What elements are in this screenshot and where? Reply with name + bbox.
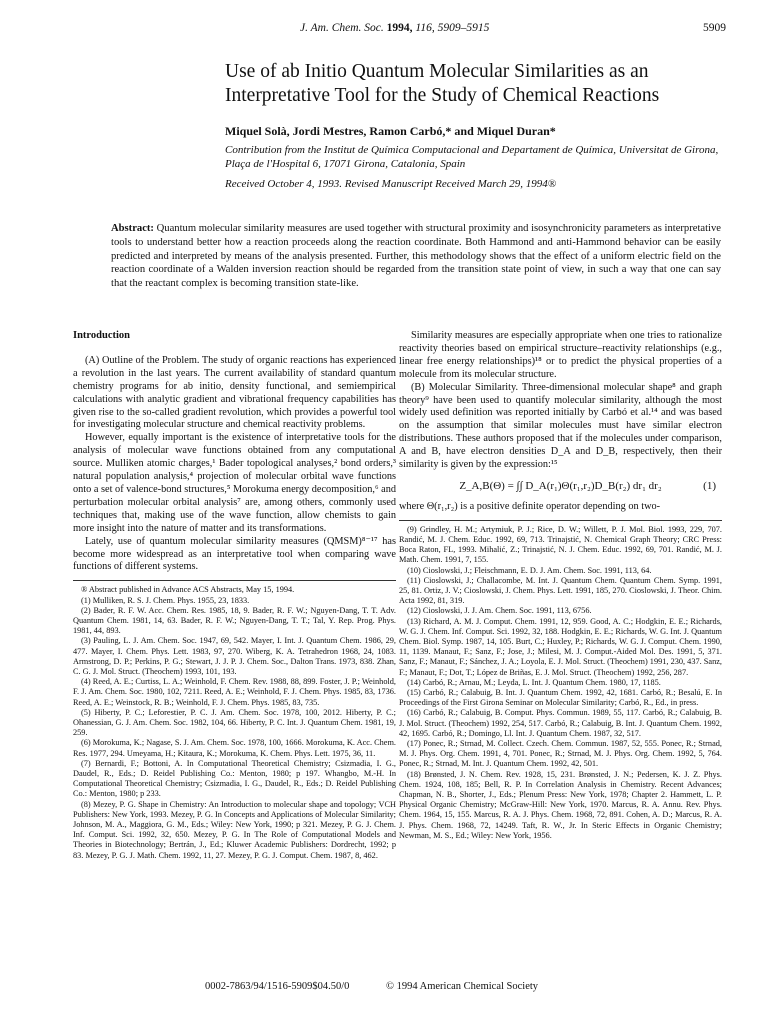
right-column bbox=[399, 330, 722, 841]
footnote: (8) Mezey, P. G. Shape in Chemistry: An Introduction to molecular shape and topology; VCH Publishers: New York, 1993. Mezey, P. G. In Concepts and Applications of Molecular Similarity; Johnson, M. A., Maggiora, G. M., Eds.; Wiley: New York, 1990; p 321. Mezey, P. G. J. Chem. Inf. Comput. Sci. 1992, 32, 650. Mezey, P. G. In The Role of Computational Models and Theories in Biotechnology; Bertrán, J., Ed.; Kluwer Academic Publishers: Dordrecht, 1992; p 83. Mezey, P. G. J. Math. Chem. 1992, 11, 27. Mezey, P. G. J. Comput. Chem. 1987, 8, 462. bbox=[73, 799, 396, 860]
body-paragraph: Similarity measures are especially appropriate when one tries to rationalize reactivity theories based on empirical structure–reactivity relationships (e.g., linear free energy relationships)¹⁸ or to predict the physical properties of a molecule from its molecular structure. bbox=[399, 330, 722, 380]
equation-body: Z_A,B(Θ) = ∫∫ D_A(r₁)Θ(r₁,r₂)D_B(r₂) dr₁ dr₂ bbox=[459, 479, 662, 492]
abstract-text: Quantum molecular similarity measures are used together with structural proximity and isosynchronicity parameters as interpretative tools to understand better how a reaction proceeds along the reaction coordinate. Both Hammond and anti-Hammond behavior can be easily predicted and interpreted by means of the analysis presented. Further, this methodology shows that the effect of a uniform electric field on the reaction coordinate of a Walden inversion reaction should be regarded from the transition state point of view, in such a way that one can say that the reactant complex is becoming transition state-like. bbox=[111, 223, 721, 290]
copyright: © 1994 American Chemical Society bbox=[386, 981, 539, 992]
author-list: Miquel Solà, Jordi Mestres, Ramon Carbó,* and Miquel Duran* bbox=[225, 124, 556, 138]
footnote-divider bbox=[399, 520, 722, 521]
equation-1 bbox=[399, 480, 722, 493]
body-paragraph: (A) Outline of the Problem. The study of organic reactions has experienced a revolution in the last years. The current availability of standard quantum chemistry programs for ab initio, density functional, and semiempirical calculations with analytic gradient and vibrational frequency capabilities has given rise to the so-called gradient revolution, which provides a powerful tool for investigating molecular structure and chemical reactivity problems. bbox=[73, 354, 396, 431]
footnote: (18) Brønsted, J. N. Chem. Rev. 1928, 15, 231. Brønsted, J. N.; Pedersen, K. J. Z. Phys. Chem. 1924, 108, 185; Bell, R. P. In Correlation Analysis in Chemistry. Recent Advances; Chapman, N. B., Shorter, J., Eds.; Plenum Press: New York, 1978; Chapter 2. Hammett, L. P. Physical Organic Chemistry; McGraw-Hill: New York, 1970. Marcus, R. A. Annu. Rev. Phys. Chem. 1964, 15, 155. Marcus, R. A. J. Phys. Chem. 1968, 72, 891. Cohen, A. D.; Marcus, R. A. J. Phys. Chem. 1968, 72, 14249. Taft, R. W., Jr. In Steric Effects in Organic Chemistry; Newman, M. S., Ed.; Wiley: New York, 1956. bbox=[399, 769, 722, 840]
abstract-label: Abstract: bbox=[111, 223, 154, 234]
equation-number: (1) bbox=[703, 479, 716, 492]
body-paragraph: However, equally important is the existence of interpretative tools for the analysis of molecular wave functions obtained from any computational source. Mulliken atomic charges,¹ Bader topological analyses,² bond orders,³ natural population analysis,⁴ projection of molecular orbital wave functions onto a set of valence-bond structures,⁵ Morokuma energy decomposition,⁶ and perturbation molecular orbital analysis⁷ are, among others, commonly used techniques that, making use of the wave function, allow chemists to gain more insight into the nature of matter and its transformations. bbox=[73, 432, 396, 534]
footnote: (5) Hiberty, P. C.; Leforestier, P. C. J. Am. Chem. Soc. 1978, 100, 2012. Hiberty, P. C.; Ohanessian, G. J. Am. Chem. Soc. 1982, 104, 66. Hiberty, P. C. Int. J. Quantum Chem. 1981, 19, 259. bbox=[73, 707, 396, 738]
received-dates: Received October 4, 1993. Revised Manuscript Received March 29, 1994® bbox=[225, 178, 557, 190]
footnote: (13) Richard, A. M. J. Comput. Chem. 1991, 12, 959. Good, A. C.; Hodgkin, E. E.; Richards, W. G. J. Chem. Inf. Comput. Sci. 1992, 32, 188. Hodgkin, E. E.; Richards, W. G. Int. J. Quantum Chem. Biol. Symp. 1987, 14, 105. Burt, C.; Huxley, P.; Richards, W. G. J. Comput. Chem. 1990, 11, 1139. Manaut, F.; Sanz, F.; Jose, J.; Milesi, M. J. Comput.-Aided Mol. Des. 1991, 5, 371. Sanz, F.; Manaut, F.; Sánchez, J. A.; Loyola, E. J. Mol. Struct. (Theochem) 1991, 230, 437. Sanz, F.; Manaut, F.; Dot, T.; López de Briñas, E. J. Mol. Struct. (Theochem) 1992, 256, 287. bbox=[399, 616, 722, 677]
footnote: (16) Carbó, R.; Calabuig, B. Comput. Phys. Commun. 1989, 55, 117. Carbó, R.; Calabuig, B. J. Mol. Struct. (Theochem) 1992, 254, 517. Carbó, R.; Calabuig, B. Int. J. Quantum Chem. 1992, 42, 1695. Carbó, R.; Domingo, Ll. Int. J. Quantum Chem. 1987, 32, 517. bbox=[399, 708, 722, 738]
footnotes-right bbox=[399, 525, 722, 841]
footnote: (6) Morokuma, K.; Nagase, S. J. Am. Chem. Soc. 1978, 100, 1666. Morokuma, K. Acc. Chem. Res. 1977, 294. Umeyama, H.; Kitaura, K.; Morokuma, K. Chem. Phys. Lett. 1975, 36, 11. bbox=[73, 738, 396, 758]
article-title: Use of ab Initio Quantum Molecular Similarities as an Interpretative Tool for the Study of Chemical Reactions bbox=[225, 61, 660, 106]
footnote: (17) Ponec, R.; Strnad, M. Collect. Czech. Chem. Commun. 1987, 52, 555. Ponec, R.; Strnad, M. J. Phys. Org. Chem. 1991, 4, 701. Ponec, R.; Strnad, M. J. Phys. Org. Chem. 1992, 5, 764. Ponec, R.; Strnad, M. Int. J. Quantum Chem. 1992, 42, 501. bbox=[399, 739, 722, 769]
body-paragraph: Lately, use of quantum molecular similarity measures (QMSM)⁸⁻¹⁷ has become more widespread as an interpretative tool when comparing wave functions of different systems. bbox=[73, 535, 396, 573]
footnote: (4) Reed, A. E.; Curtiss, L. A.; Weinhold, F. Chem. Rev. 1988, 88, 899. Foster, J. P.; Weinhold, F. J. Am. Chem. Soc. 1980, 102, 7211. Reed, A. E.; Weinhold, F. J. Chem. Phys. 1985, 83, 1736. Reed, A. E.; Weinstock, R. B.; Weinhold, F. J. Chem. Phys. 1985, 83, 735. bbox=[73, 677, 396, 707]
footnote: (3) Pauling, L. J. Am. Chem. Soc. 1947, 69, 542. Mayer, I. Int. J. Quantum Chem. 1986, 29, 477. Mayer, I. Chem. Phys. Lett. 1983, 97, 270. Wiberg, K. A. Tetrahedron 1968, 24, 1083. Armstrong, D. P.; Perkins, P. G.; Stewart, J. J. P. J. Chem. Soc., Dalton Trans. 1973, 838. Zhan, C. G. J. Mol. Struct. (Theochem) 1993, 101, 193. bbox=[73, 636, 396, 676]
footnote-divider bbox=[73, 580, 396, 581]
journal-reference: J. Am. Chem. Soc. 1994, 116, 5909–5915 bbox=[300, 22, 490, 34]
footnote: (12) Cioslowski, J. J. Am. Chem. Soc. 1991, 113, 6756. bbox=[407, 606, 592, 616]
affiliation: Contribution from the Institut de Química Computacional and Departament de Química, Universitat de Girona, Plaça de l'Hospital 6, 17071 Girona, Catalonia, Spain bbox=[225, 144, 719, 170]
footnote: (2) Bader, R. F. W. Acc. Chem. Res. 1985, 18, 9. Bader, R. F. W.; Nguyen-Dang, T. T. Adv. Quantum Chem. 1981, 14, 63. Bader, R. F. W.; Nguyen-Dang, T. T.; Tal, Y. Rep. Prog. Phys. 1981, 44, 893. bbox=[73, 605, 396, 636]
footnote: (10) Cioslowski, J.; Fleischmann, E. D. J. Am. Chem. Soc. 1991, 113, 64. bbox=[407, 565, 652, 575]
footnote: ® Abstract published in Advance ACS Abstracts, May 15, 1994. bbox=[81, 585, 295, 595]
footnote: (15) Carbó, R.; Calabuig, B. Int. J. Quantum Chem. 1992, 42, 1681. Carbó, R.; Besalú, E. In Proceedings of the First Girona Seminar on Molecular Similarity; Carbó, R., Ed., in press. bbox=[399, 688, 722, 708]
footnote: (1) Mulliken, R. S. J. Chem. Phys. 1955, 23, 1833. bbox=[81, 595, 250, 605]
section-heading-introduction: Introduction bbox=[73, 330, 130, 341]
footnote: (14) Carbó, R.; Arnau, M.; Leyda, L. Int. J. Quantum Chem. 1980, 17, 1185. bbox=[407, 677, 661, 687]
footnote: (9) Grindley, H. M.; Artymiuk, P. J.; Rice, D. W.; Willett, P. J. Mol. Biol. 1993, 229, 707. Randić, M. J. Chem. Educ. 1992, 69, 713. Trinajstić, N. Chemical Graph Theory; CRC Press: Boca Raton, FL, 1993. Mihalić, Z.; Trinajstić, N. J. Chem. Educ. 1992, 69, 701. Randić, M. J. Math. Chem. 1991, 7, 155. bbox=[399, 524, 722, 565]
article-code: 0002-7863/94/1516-5909$04.50/0 bbox=[205, 981, 350, 992]
footnote: (11) Cioslowski, J.; Challacombe, M. Int. J. Quantum Chem. Quantum Chem. Symp. 1991, 25, 81. Ortiz, J. V.; Cioslowski, J. Chem. Phys. Lett. 1991, 185, 270. Cioslowski, J. Theor. Chim. Acta 1992, 81, 319. bbox=[399, 575, 722, 606]
body-paragraph: (B) Molecular Similarity. Three-dimensional molecular shape⁸ and graph theory⁹ have been used to quantify molecular similarity, although the most widely used definition was reported initially by Carbó et al.¹⁴ and was based on the assumption that similar molecules must have similar electron distributions. These authors proposed that if the molecules under comparison, A and B, have electron densities D_A and D_B, respectively, then their similarity is given by the expression:¹⁵ bbox=[399, 381, 722, 471]
abstract bbox=[111, 222, 721, 291]
page-number: 5909 bbox=[703, 22, 726, 34]
footnote: (7) Bernardi, F.; Bottoni, A. In Computational Theoretical Chemistry; Csizmadia, I. G., Daudel, R., Eds.; D. Reidel Publishing Co.: Menton, 1980; p 197. Whangbo, M.-H. In Computational Theoretical Chemistry; Csizmadia, I. G., Daudel, R., Eds.; D. Reidel Publishing Co.: Menton, 1980; p 233. bbox=[73, 758, 396, 799]
left-column bbox=[73, 330, 396, 861]
footnotes-left bbox=[73, 585, 396, 860]
body-paragraph: where Θ(r₁,r₂) is a positive definite operator depending on two- bbox=[399, 500, 661, 512]
